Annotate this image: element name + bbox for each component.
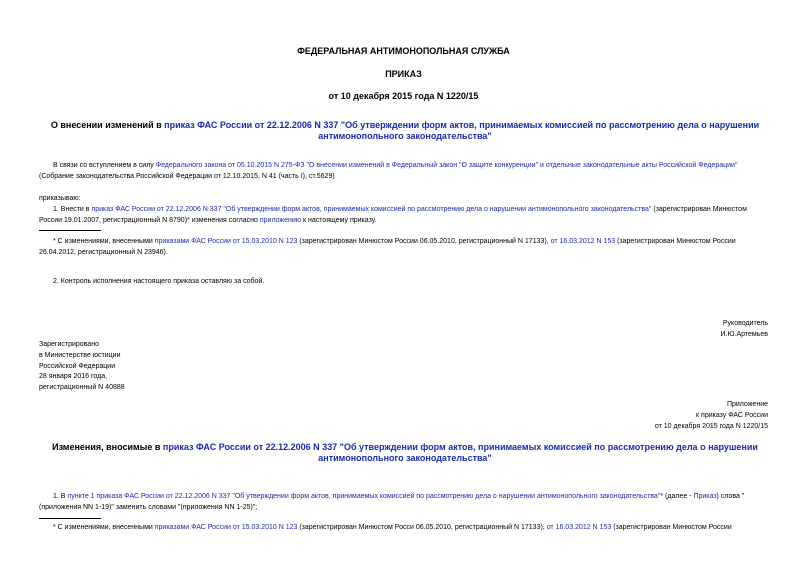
change-1-link-1[interactable]: пункте 1 приказа ФАС России от 22.12.2006 N 337 "Об утверждении форм актов, принимаемых комиссией по рассмотрению дела о нарушении антимонопольного законодательства" (67, 493, 661, 500)
change-1 (39, 491, 769, 513)
order-title (40, 120, 770, 142)
registration-line-3: Российской Федерации (39, 363, 116, 370)
footnote-2-link-2[interactable]: от 16.03.2012 N 153 (546, 524, 612, 531)
preamble-text-1: В связи со вступлением в силу (53, 162, 156, 169)
registration-line-1: Зарегистрировано (39, 341, 99, 348)
agency-heading: ФЕДЕРАЛЬНАЯ АНТИМОНОПОЛЬНАЯ СЛУЖБА (297, 46, 510, 56)
document-type: ПРИКАЗ (385, 69, 422, 79)
changes-title (40, 442, 770, 464)
footnote-2-text-2: (зарегистрирован Минюстом Росси 06.05.2010, регистрационный N 17133), (297, 524, 547, 531)
appendix-line-2: к приказу ФАС России (696, 412, 768, 419)
signature-position: Руководитель (722, 320, 768, 327)
changes-title-link[interactable]: приказ ФАС России от 22.12.2006 N 337 "Об утверждении форм актов, принимаемых комиссией по рассмотрению дела о нарушении антимонопольного законодательства" (162, 442, 758, 463)
registration-line-4: 28 января 2016 года, (39, 373, 108, 380)
item-1-text-3: к настоящему приказу. (301, 217, 377, 224)
footnote-2-link-1[interactable]: приказами ФАС России от 15.03.2010 N 123 (154, 524, 298, 531)
item-1-text-1: 1. Внести в (53, 206, 92, 213)
footnote-1-text-3: (зарегистрирован Минюстом России 26.04.2012, регистрационный N 23946). (39, 238, 736, 256)
appendix-line-1: Приложение (726, 401, 768, 408)
order-title-link[interactable]: приказ ФАС России от 22.12.2006 N 337 "Об утверждении форм актов, принимаемых комиссией по рассмотрению дела о нарушении антимонопольного законодательства" (164, 120, 760, 141)
registration-line-2: в Министерстве юстиции (39, 352, 121, 359)
item-1 (39, 204, 769, 226)
footnote-2-text-1: * С изменениями, внесенными (53, 524, 155, 531)
order-title-prefix: О внесении изменений в (50, 120, 165, 130)
preamble (39, 160, 769, 182)
footnote-divider-2 (39, 518, 101, 519)
item-2: 2. Контроль исполнения настоящего приказа оставляю за собой. (53, 278, 265, 285)
footnote-2-text-3: (зарегистрирован Минюстом России (611, 524, 732, 531)
item-1-text-2: (зарегистрирован Минюстом России 19.01.2007, регистрационный N 8790)* изменения согласно (39, 206, 747, 224)
change-1-link-2[interactable]: Приказ (693, 493, 717, 500)
footnote-1 (39, 236, 769, 258)
order-word: приказываю: (39, 195, 81, 202)
signature-name: И.Ю.Артемьев (720, 331, 768, 338)
footnote-2 (39, 522, 769, 533)
changes-title-prefix: Изменения, вносимые в (52, 442, 163, 452)
footnote-1-link-2[interactable]: от 16.03.2012 N 153 (550, 238, 616, 245)
change-1-text-3: ) слова "(приложения NN 1-19)" заменить словами "(приложения NN 1-25)"; (39, 493, 745, 511)
appendix-line-3: от 10 декабря 2015 года N 1220/15 (654, 423, 768, 430)
change-1-text-2: * (далее - (660, 493, 694, 500)
footnote-1-link-1[interactable]: приказами ФАС России от 15.03.2010 N 123 (154, 238, 298, 245)
change-1-text-1: 1. В (53, 493, 68, 500)
footnote-divider (39, 230, 101, 231)
appendix-link[interactable]: приложению (259, 217, 302, 224)
registration-line-5: регистрационный N 40888 (39, 384, 125, 391)
preamble-text-2: (Собрание законодательства Российской Федерации от 12.10.2015, N 41 (часть I), ст.5629) (39, 173, 335, 180)
order-date-number: от 10 декабря 2015 года N 1220/15 (328, 91, 479, 101)
footnote-1-text-1: * С изменениями, внесенными (53, 238, 155, 245)
order-337-link[interactable]: приказ ФАС России от 22.12.2006 N 337 "Об утверждении форм актов, принимаемых комиссией по рассмотрению дела о нарушении антимонопольного законодательства" (91, 206, 652, 213)
footnote-1-text-2: (зарегистрирован Минюстом России 06.05.2010, регистрационный N 17133), (297, 238, 551, 245)
federal-law-link[interactable]: Федерального закона от 05.10.2015 N 275-ФЗ "О внесении изменений в Федеральный закон "О защите конкуренции" и отдельные законодательные акты Российской Федерации" (155, 162, 738, 169)
